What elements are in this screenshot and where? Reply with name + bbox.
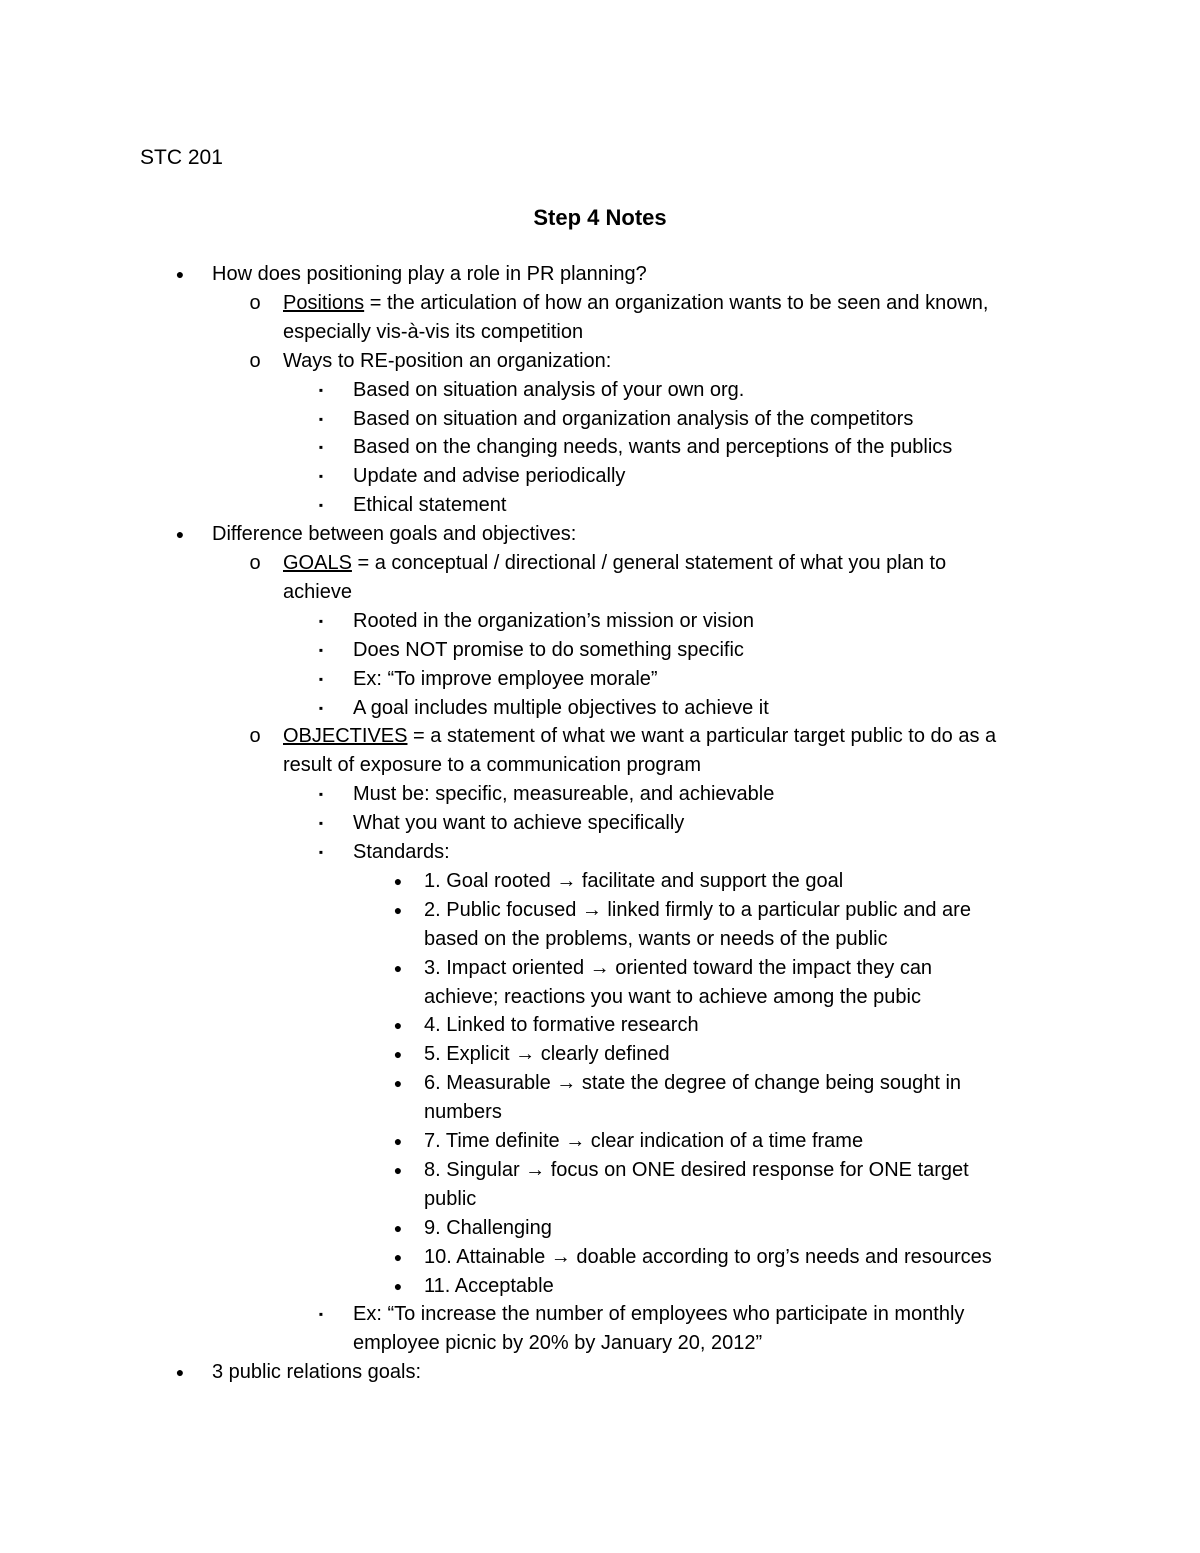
bullet-marker-level-3: ▪ <box>318 671 324 686</box>
bullet-marker-level-3: ▪ <box>318 382 324 397</box>
standard-label: 6. Measurable <box>424 1072 557 1095</box>
term-label: Positions <box>283 291 365 314</box>
line-text: numbers <box>424 1101 502 1124</box>
outline-line-level-3 <box>353 809 684 838</box>
line-text: Ex: “To increase the number of employees who participate in monthly <box>353 1303 965 1326</box>
outline-line-level-2 <box>283 347 611 376</box>
arrow-icon: → <box>581 898 602 921</box>
line-text: Based on the changing needs, wants and perceptions of the publics <box>353 436 953 459</box>
outline-line-level-3 <box>353 405 913 434</box>
outline-line-level-4 <box>424 867 843 896</box>
outline-line-level-3 <box>353 665 658 694</box>
line-text: = a conceptual / directional / general statement of what you plan to <box>351 552 947 574</box>
line-text: = the articulation of how an organization wants to be seen and known, <box>364 291 989 314</box>
line-text: oriented toward the impact they can <box>609 956 933 979</box>
line-text: Update and advise periodically <box>353 465 626 488</box>
line-text: What you want to achieve specifically <box>353 812 685 835</box>
outline-line-level-3 <box>353 1300 964 1329</box>
arrow-icon: → <box>556 869 577 892</box>
bullet-marker-level-4: ● <box>393 1133 403 1149</box>
arrow-icon: → <box>565 1130 586 1152</box>
outline-line-level-1 <box>212 1358 421 1387</box>
course-code: STC 201 <box>140 146 223 169</box>
outline-line-level-3 <box>353 607 754 636</box>
outline-line-level-1 <box>212 260 647 289</box>
bullet-marker-level-1: ● <box>175 266 185 282</box>
line-text: How does positioning play a role in PR planning? <box>212 263 647 285</box>
outline-line-level-2 <box>283 318 583 347</box>
bullet-marker-level-4: ● <box>393 1017 403 1034</box>
line-text: facilitate and support the goal <box>576 869 844 892</box>
arrow-icon: → <box>589 956 610 979</box>
outline-line-level-4 <box>424 896 971 925</box>
line-text: Difference between goals and objectives: <box>212 523 577 546</box>
arrow-icon: → <box>556 1072 577 1095</box>
line-text: = a statement of what we want a particular target public to do as a <box>407 725 997 748</box>
page-title: Step 4 Notes <box>533 205 667 230</box>
line-text: clear indication of a time frame <box>585 1130 864 1152</box>
standard-label: 5. Explicit <box>424 1043 516 1066</box>
bullet-marker-level-4: ● <box>393 959 403 976</box>
outline-line-level-4 <box>424 1127 863 1156</box>
bullet-marker-level-3: ▪ <box>318 440 324 455</box>
line-text: Ex: “To improve employee morale” <box>353 667 658 690</box>
arrow-icon: → <box>550 1245 571 1268</box>
line-text: Rooted in the organization’s mission or vision <box>353 609 754 632</box>
standard-label: 8. Singular <box>424 1158 526 1181</box>
line-text: doable according to org’s needs and resources <box>570 1245 992 1268</box>
outline-line-level-4 <box>424 983 921 1012</box>
bullet-marker-level-3: ▪ <box>318 613 324 628</box>
bullet-marker-level-2: o <box>249 552 261 574</box>
line-text: based on the problems, wants or needs of the public <box>424 927 888 950</box>
outline-line-level-3 <box>353 636 744 665</box>
line-text: Does NOT promise to do something specific <box>353 638 744 661</box>
bullet-marker-level-3: ▪ <box>318 816 324 831</box>
bullet-marker-level-4: ● <box>393 1277 403 1294</box>
bullet-marker-level-3: ▪ <box>318 787 324 802</box>
outline-line-level-3 <box>353 491 506 520</box>
bullet-marker-level-3: ▪ <box>318 411 324 426</box>
bullet-marker-level-2: o <box>249 291 261 314</box>
outline-line-level-3 <box>353 1329 762 1358</box>
outline-line-level-4 <box>424 954 932 983</box>
bullet-marker-level-3: ▪ <box>318 845 324 859</box>
line-text: employee picnic by 20% by January 20, 2012” <box>353 1332 763 1355</box>
line-text: Standards: <box>353 841 450 863</box>
line-text: public <box>424 1187 477 1210</box>
outline-line-level-2 <box>283 722 996 751</box>
outline-line-level-4 <box>424 925 888 954</box>
term-label: OBJECTIVES <box>283 725 408 748</box>
outline-line-level-4 <box>424 1011 699 1040</box>
arrow-icon: → <box>515 1043 536 1066</box>
standard-label: 7. Time definite <box>424 1130 566 1152</box>
standard-label: 10. Attainable <box>424 1245 551 1268</box>
arrow-icon: → <box>525 1158 546 1181</box>
bullet-marker-level-3: ▪ <box>318 1307 324 1322</box>
bullet-marker-level-1: ● <box>175 526 185 543</box>
bullet-marker-level-4: ● <box>393 901 403 918</box>
outline-line-level-3 <box>353 780 774 809</box>
line-text: Based on situation and organization analysis of the competitors <box>353 407 914 430</box>
outline-line-level-2 <box>283 751 701 780</box>
bullet-marker-level-4: ● <box>393 1075 403 1092</box>
outline-line-level-4 <box>424 1098 502 1127</box>
outline-line-level-4 <box>424 1185 476 1214</box>
standard-label: 2. Public focused <box>424 898 582 921</box>
outline-line-level-4 <box>424 1243 992 1272</box>
outline-line-level-2 <box>283 549 946 578</box>
line-text: Ways to RE-position an organization: <box>283 349 612 372</box>
bullet-marker-level-4: ● <box>393 872 403 889</box>
line-text: clearly defined <box>535 1043 670 1066</box>
line-text: 9. Challenging <box>424 1216 552 1239</box>
outline-line-level-3 <box>353 376 744 405</box>
line-text: 11. Acceptable <box>424 1274 554 1297</box>
outline-line-level-3 <box>353 694 769 723</box>
line-text: A goal includes multiple objectives to achieve it <box>353 696 769 719</box>
outline-line-level-1 <box>212 520 576 549</box>
bullet-marker-level-3: ▪ <box>318 469 324 484</box>
bullet-marker-level-3: ▪ <box>318 700 324 715</box>
line-text: achieve; reactions you want to achieve among the pubic <box>424 985 921 1008</box>
line-text: achieve <box>283 580 352 603</box>
bullet-marker-level-3: ▪ <box>318 642 324 657</box>
bullet-marker-level-4: ● <box>393 1046 403 1063</box>
standard-label: 1. Goal rooted <box>424 869 557 892</box>
outline-line-level-3 <box>353 433 952 462</box>
bullet-marker-level-1: ● <box>175 1364 185 1381</box>
outline-line-level-4 <box>424 1272 554 1301</box>
outline-line-level-3 <box>353 462 625 491</box>
bullet-marker-level-2: o <box>249 725 261 748</box>
outline-line-level-4 <box>424 1069 961 1098</box>
line-text: Must be: specific, measureable, and achievable <box>353 783 775 806</box>
outline-line-level-3 <box>353 838 450 867</box>
line-text: 4. Linked to formative research <box>424 1014 699 1037</box>
bullet-marker-level-3: ▪ <box>318 498 324 513</box>
line-text: especially vis-à-vis its competition <box>283 320 584 343</box>
bullet-marker-level-4: ● <box>393 1248 403 1265</box>
outline-line-level-2 <box>283 578 352 607</box>
line-text: linked firmly to a particular public and are <box>601 898 971 921</box>
line-text: Ethical statement <box>353 494 507 517</box>
bullet-marker-level-2: o <box>249 349 261 372</box>
line-text: result of exposure to a communication program <box>283 754 701 777</box>
outline-line-level-2 <box>283 289 988 318</box>
bullet-marker-level-4: ● <box>393 1161 403 1178</box>
bullet-marker-level-4: ● <box>393 1219 403 1236</box>
outline-line-level-4 <box>424 1156 969 1185</box>
line-text: 3 public relations goals: <box>212 1361 422 1384</box>
term-label: GOALS <box>283 552 352 574</box>
line-text: focus on ONE desired response for ONE target <box>545 1158 969 1181</box>
outline-line-level-4 <box>424 1040 670 1069</box>
outline-line-level-4 <box>424 1214 552 1243</box>
line-text: state the degree of change being sought in <box>576 1072 962 1095</box>
standard-label: 3. Impact oriented <box>424 956 590 979</box>
line-text: Based on situation analysis of your own org. <box>353 378 745 401</box>
